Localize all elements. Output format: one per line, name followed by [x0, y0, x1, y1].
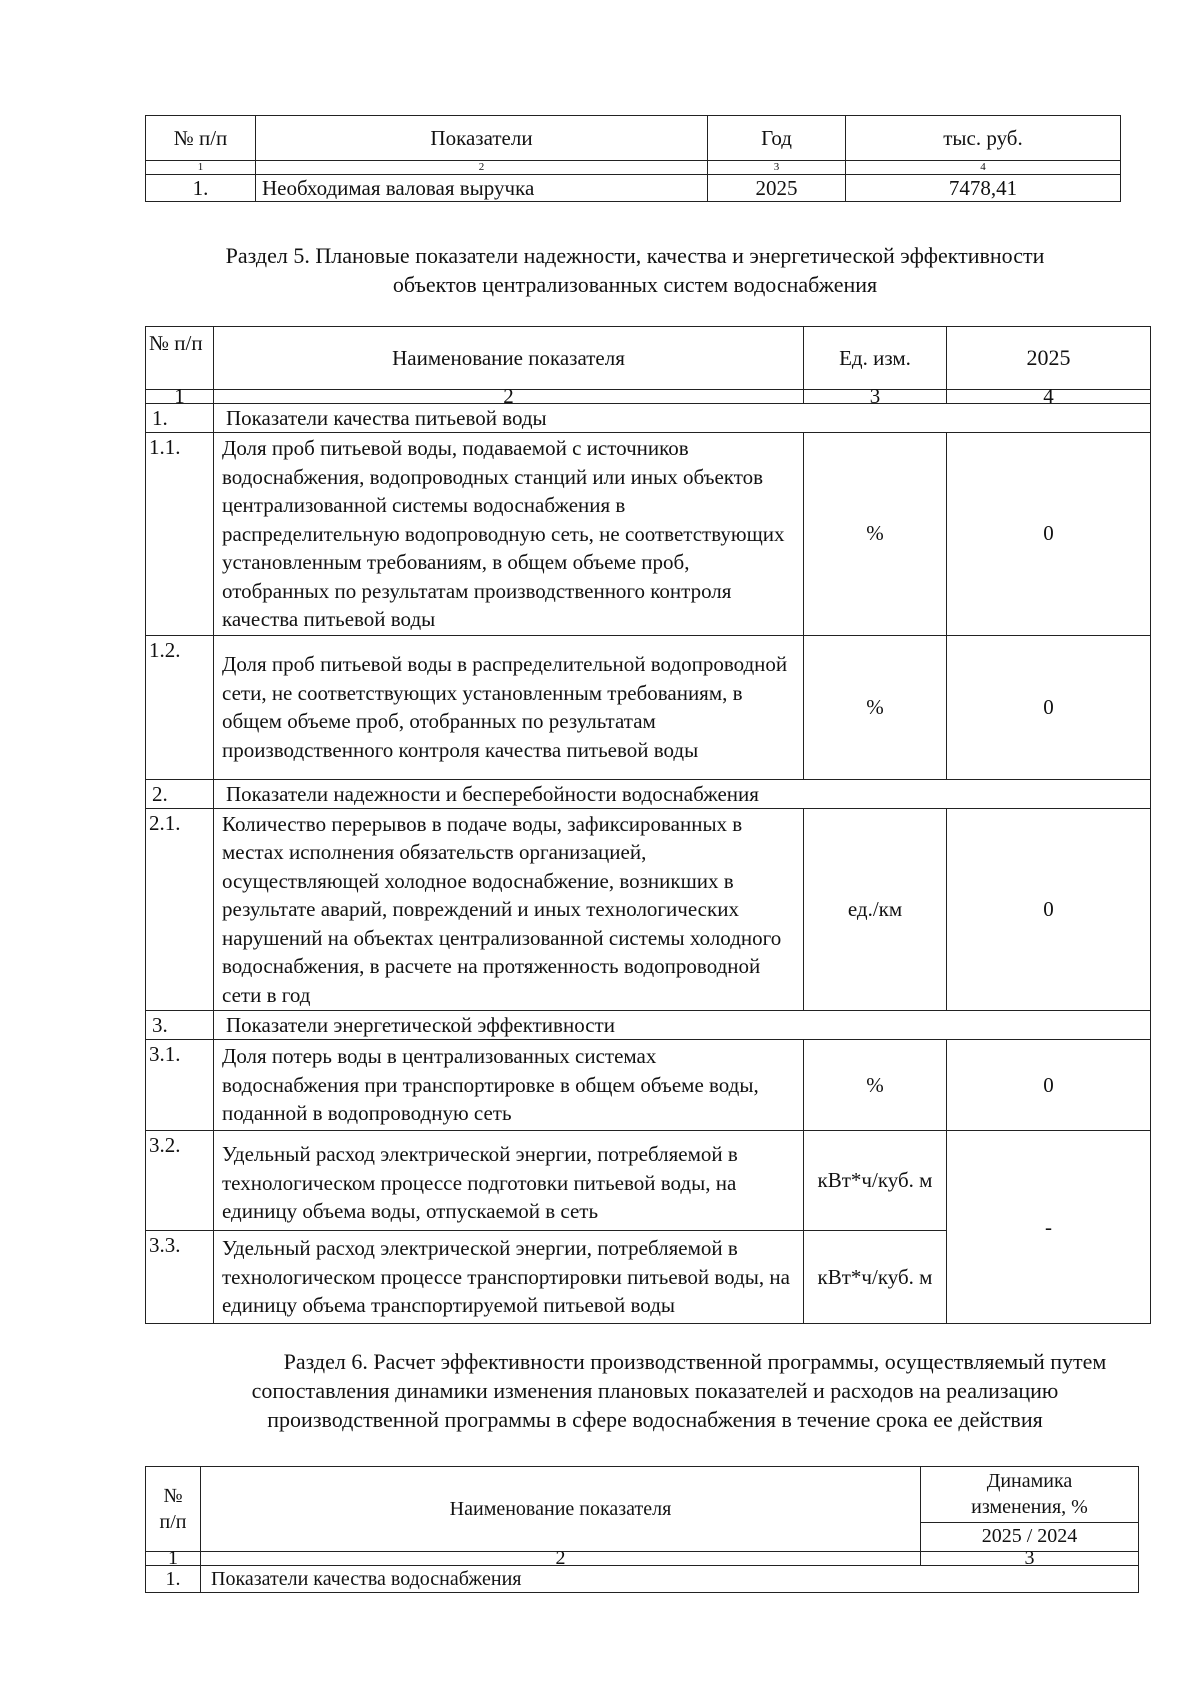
header-num-line2: п/п: [159, 1511, 187, 1533]
row-value: 0: [947, 1040, 1151, 1131]
group-label: Показатели качества питьевой воды: [214, 404, 1151, 433]
revenue-table: [145, 115, 1121, 202]
header-num: [146, 1467, 201, 1552]
header-year: Год: [708, 116, 846, 161]
section-5-title-line2: объектов централизованных систем водоснабжения: [392, 272, 878, 297]
header-period: 2025 / 2024: [921, 1522, 1139, 1551]
col-number: 1: [146, 1552, 201, 1566]
table-row: [146, 175, 1121, 202]
row-name: Удельный расход электрической энергии, потребляемой в технологическом процессе транспортировки питьевой воды, на единицу объема транспортируемой питьевой воды: [214, 1231, 804, 1324]
row-value: 0: [947, 433, 1151, 636]
header-dynamics-line2: изменения, %: [971, 1496, 1088, 1519]
efficiency-table-header: [146, 1467, 1139, 1523]
revenue-table-header: [146, 116, 1121, 161]
col-number: 2: [256, 161, 708, 175]
indicators-table: [145, 326, 1151, 1324]
group-num: 1.: [146, 404, 214, 433]
row-unit: ед./км: [804, 808, 947, 1011]
row-num: 1.2.: [146, 635, 214, 779]
group-row-quality: [146, 1566, 1139, 1593]
indicators-table-header: [146, 327, 1151, 390]
group-row-reliability: [146, 779, 1151, 808]
table-row: [146, 808, 1151, 1011]
header-num: № п/п: [146, 116, 256, 161]
row-value: 7478,41: [846, 175, 1121, 202]
row-name: Количество перерывов в подаче воды, зафиксированных в местах исполнения обязательств организацией, осуществляющей холодное водоснабжение, возникших в результате аварий, повреждений и иных технологических нарушений на объектах централизованной системы холодного водоснабжения, в расчете на протяженность водопроводной сети в год: [214, 808, 804, 1011]
col-number: 4: [947, 390, 1151, 404]
row-value: 0: [947, 635, 1151, 779]
group-row-quality: [146, 404, 1151, 433]
section-6-title-line2: сопоставления динамики изменения плановых показателей и расходов на реализацию: [251, 1378, 1059, 1403]
table-row: [146, 433, 1151, 636]
row-year: 2025: [708, 175, 846, 202]
table-row: [146, 1131, 1151, 1231]
row-name: Доля проб питьевой воды, подаваемой с источников водоснабжения, водопроводных станций или иных объектов централизованной системы водоснабжения в распределительную водопроводную сеть, не соответствующих установленным требованиям, в общем объеме проб, отобранных по результатам производственного контроля качества питьевой воды: [214, 433, 804, 636]
row-name: Необходимая валовая выручка: [256, 175, 708, 202]
section-6-title-line1: Раздел 6. Расчет эффективности производственной программы, осуществляемый путем: [283, 1349, 1107, 1374]
column-numbers-row: [146, 161, 1121, 175]
group-num: 1.: [146, 1566, 201, 1593]
col-number: 1: [146, 161, 256, 175]
row-num: 2.1.: [146, 808, 214, 1011]
row-num: 3.1.: [146, 1040, 214, 1131]
header-year: 2025: [947, 327, 1151, 390]
header-thousand-rub: тыс. руб.: [846, 116, 1121, 161]
row-unit: кВт*ч/куб. м: [804, 1231, 947, 1324]
group-row-energy: [146, 1011, 1151, 1040]
row-unit: %: [804, 433, 947, 636]
col-number: 3: [708, 161, 846, 175]
header-dynamics: [921, 1467, 1139, 1523]
row-num: 1.1.: [146, 433, 214, 636]
row-value: 0: [947, 808, 1151, 1011]
col-number: 4: [846, 161, 1121, 175]
table-row: [146, 635, 1151, 779]
merged-value: -: [947, 1131, 1151, 1324]
section-6-title-line3: производственной программы в сфере водоснабжения в течение срока ее действия: [267, 1407, 1043, 1432]
col-number: 1: [146, 390, 214, 404]
efficiency-table: [145, 1466, 1139, 1593]
section-5-title-line1: Раздел 5. Плановые показатели надежности, качества и энергетической эффективности: [225, 243, 1045, 268]
header-num: № п/п: [146, 327, 214, 390]
row-num: 1.: [146, 175, 256, 202]
header-unit: Ед. изм.: [804, 327, 947, 390]
column-numbers-row: [146, 1552, 1139, 1566]
row-unit: %: [804, 1040, 947, 1131]
col-number: 3: [804, 390, 947, 404]
group-num: 2.: [146, 779, 214, 808]
section-6-title: [160, 1347, 1150, 1434]
row-num: 3.2.: [146, 1131, 214, 1231]
header-num-line1: №: [163, 1485, 183, 1507]
row-name: Доля потерь воды в централизованных системах водоснабжения при транспортировке в общем объеме воды, поданной в водопроводную сеть: [214, 1040, 804, 1131]
group-label: Показатели качества водоснабжения: [201, 1566, 1139, 1593]
header-indicator: Показатели: [256, 116, 708, 161]
group-num: 3.: [146, 1011, 214, 1040]
header-name: Наименование показателя: [201, 1467, 921, 1552]
row-name: Удельный расход электрической энергии, потребляемой в технологическом процессе подготовки питьевой воды, на единицу объема воды, отпускаемой в сеть: [214, 1131, 804, 1231]
group-label: Показатели энергетической эффективности: [214, 1011, 1151, 1040]
col-number: 2: [201, 1552, 921, 1566]
header-name: Наименование показателя: [214, 327, 804, 390]
header-dynamics-line1: Динамика: [986, 1470, 1073, 1493]
col-number: 2: [214, 390, 804, 404]
table-row: [146, 1040, 1151, 1131]
col-number: 3: [921, 1552, 1139, 1566]
row-name: Доля проб питьевой воды в распределительной водопроводной сети, не соответствующих установленным требованиям, в общем объеме проб, отобранных по результатам производственного контроля качества питьевой воды: [214, 635, 804, 779]
row-unit: %: [804, 635, 947, 779]
column-numbers-row: [146, 390, 1151, 404]
row-num: 3.3.: [146, 1231, 214, 1324]
row-unit: кВт*ч/куб. м: [804, 1131, 947, 1231]
section-5-title: [140, 241, 1130, 299]
group-label: Показатели надежности и бесперебойности водоснабжения: [214, 779, 1151, 808]
